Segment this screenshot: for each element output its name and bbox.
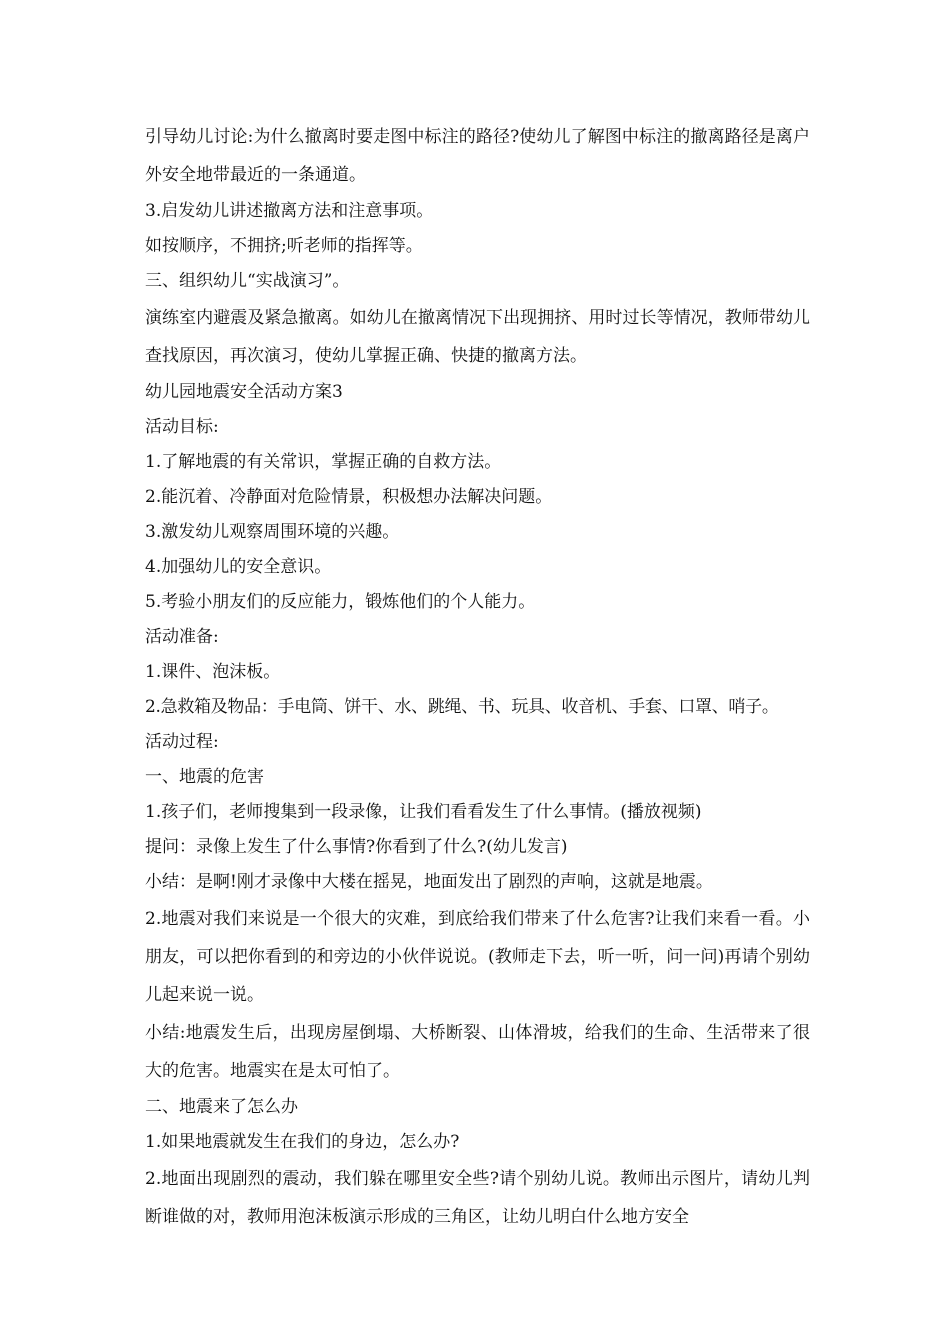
heading-goals: 活动目标: (145, 417, 219, 437)
heading-process: 活动过程: (145, 732, 219, 752)
paragraph-step-3: 3.启发幼儿讲述撤离方法和注意事项。 (145, 201, 434, 221)
paragraph-drill: 演练室内避震及紧急撤离。如幼儿在撤离情况下出现拥挤、用时过长等情况，教师带幼儿查找原因，再次演习，使幼儿掌握正确、快捷的撤离方法。 (145, 308, 810, 366)
summary-2: 小结:地震发生后，出现房屋倒塌、大桥断裂、山体滑坡，给我们的生命、生活带来了很大的危害。地震实在是太可怕了。 (145, 1023, 810, 1081)
what-to-do-step-2: 2.地面出现剧烈的震动，我们躲在哪里安全些?请个别幼儿说。教师出示图片，请幼儿判断谁做的对，教师用泡沫板演示形成的三角区，让幼儿明白什么地方安全 (145, 1169, 810, 1227)
goal-item-1: 1.了解地震的有关常识，掌握正确的自救方法。 (145, 452, 502, 472)
summary-1: 小结：是啊!刚才录像中大楼在摇晃，地面发出了剧烈的声响，这就是地震。 (145, 872, 713, 892)
preparation-item-1: 1.课件、泡沫板。 (145, 662, 281, 682)
goal-item-2: 2.能沉着、冷静面对危险情景，积极想办法解决问题。 (145, 487, 553, 507)
section-heading-what-to-do: 二、地震来了怎么办 (145, 1097, 298, 1117)
goal-item-4: 4.加强幼儿的安全意识。 (145, 557, 332, 577)
document-title-plan-3: 幼儿园地震安全活动方案3 (145, 382, 343, 402)
section-heading-hazards: 一、地震的危害 (145, 767, 264, 787)
process-step-2: 2.地震对我们来说是一个很大的灾难，到底给我们带来了什么危害?让我们来看一看。小朋友，可以把你看到的和旁边的小伙伴说说。(教师走下去，听一听，问一问)再请个别幼儿起来说一说。 (145, 909, 810, 1005)
heading-preparation: 活动准备: (145, 627, 219, 647)
preparation-item-2: 2.急救箱及物品：手电筒、饼干、水、跳绳、书、玩具、收音机、手套、口罩、哨子。 (145, 697, 779, 717)
section-heading-drill: 三、组织幼儿“实战演习”。 (145, 271, 350, 291)
goal-item-5: 5.考验小朋友们的反应能力，锻炼他们的个人能力。 (145, 592, 536, 612)
paragraph-guide-discussion: 引导幼儿讨论:为什么撤离时要走图中标注的路径?使幼儿了解图中标注的撤离路径是离户外安全地带最近的一条通道。 (145, 127, 810, 185)
goal-item-3: 3.激发幼儿观察周围环境的兴趣。 (145, 522, 400, 542)
paragraph-order: 如按顺序，不拥挤;听老师的指挥等。 (145, 236, 423, 256)
what-to-do-step-1: 1.如果地震就发生在我们的身边，怎么办? (145, 1132, 460, 1152)
document-page (145, 118, 810, 1236)
question-text: 提问：录像上发生了什么事情?你看到了什么?(幼儿发言) (145, 837, 568, 857)
process-step-1: 1.孩子们，老师搜集到一段录像，让我们看看发生了什么事情。(播放视频) (145, 802, 702, 822)
